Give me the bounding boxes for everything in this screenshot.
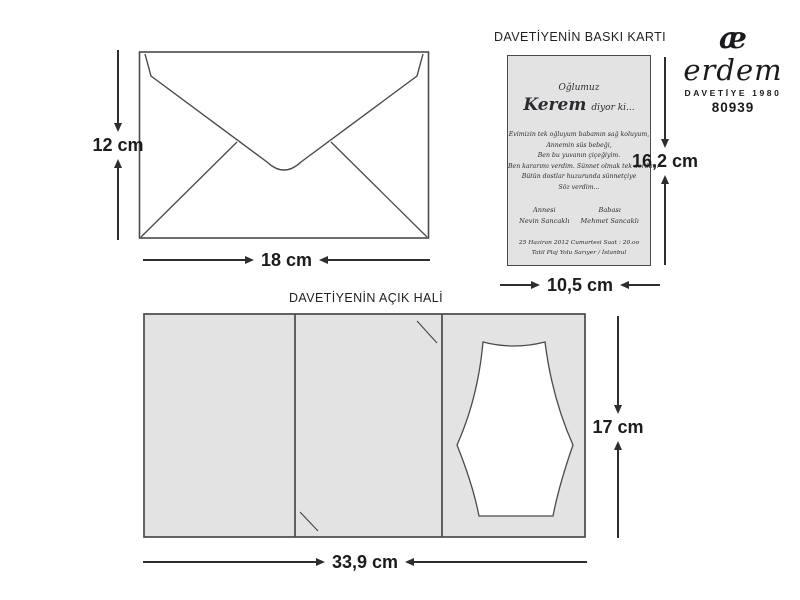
envelope-height-dimension [86, 50, 150, 240]
dimension-line [143, 561, 316, 563]
arrow-left-icon [620, 281, 629, 289]
dimension-line [629, 284, 660, 286]
open-layout-height-dimension [586, 316, 650, 538]
arrow-right-icon [531, 281, 540, 289]
arrow-down-icon [114, 123, 122, 132]
invitation-card-drawing [507, 55, 659, 266]
dimension-line [414, 561, 587, 563]
envelope-drawing [138, 50, 430, 240]
arrow-left-icon [319, 256, 328, 264]
poem-line: Söz verdim... [558, 183, 600, 191]
father-label: Babası [598, 206, 621, 215]
dimension-line [117, 50, 119, 123]
card-footer [508, 238, 650, 259]
brand-block [683, 21, 783, 115]
arrow-right-icon [316, 558, 325, 566]
poem-line: Ben kararımı verdim. Sünnet olmak tek derdim. [508, 162, 659, 170]
arrow-left-icon [405, 558, 414, 566]
poem-line: Evimizin tek oğluyum babamın sağ koluyum, [508, 131, 650, 138]
open-layout-section-title: DAVETİYENİN AÇIK HALİ [288, 291, 444, 305]
arrow-up-icon [661, 175, 669, 184]
card-parents [508, 205, 650, 227]
card-name-row [508, 95, 650, 115]
arrow-down-icon [661, 139, 669, 148]
card-intro: Oğlumuz [558, 83, 600, 93]
arrow-down-icon [614, 405, 622, 414]
mother-label: Annesi [532, 206, 556, 215]
dimension-line [500, 284, 531, 286]
brand-monogram-icon: æ [719, 21, 747, 56]
brand-tagline: DAVETİYE 1980 [684, 88, 782, 98]
poem-line: Bütün dostlar huzurunda sünnetçiye [521, 173, 637, 181]
open-layout-height-label: 17 cm [592, 416, 644, 437]
envelope-width-label: 18 cm [260, 249, 313, 270]
envelope-width-dimension [143, 246, 430, 274]
dimension-line [328, 259, 430, 261]
father-name: Mehmet Sancaklı [580, 217, 639, 226]
mother-block [519, 205, 569, 227]
open-layout-width-dimension [143, 548, 587, 576]
product-code: 80939 [711, 100, 755, 115]
open-invitation-drawing [143, 313, 587, 539]
father-block [581, 205, 639, 227]
arrow-right-icon [245, 256, 254, 264]
dimension-line [143, 259, 245, 261]
dimension-line [664, 184, 666, 266]
print-card-section-title: DAVETİYENİN BASKI KARTI [494, 30, 666, 44]
poem-line: Annemin süs bebeği, [546, 141, 612, 149]
print-card-height-label: 16,2 cm [631, 150, 699, 171]
card-child-name: Kerem [523, 95, 587, 115]
dimension-line [617, 316, 619, 405]
dimension-line [664, 57, 666, 139]
card-name-suffix: diyor ki... [591, 103, 635, 113]
arrow-up-icon [614, 441, 622, 450]
card-poem [508, 130, 659, 193]
dimension-line [617, 450, 619, 539]
print-card-width-label: 10,5 cm [546, 274, 614, 295]
card-venue-line: Tatil Plaj Yolu Sarıyer / İstanbul [531, 250, 627, 257]
card-date-line: 25 Haziran 2012 Cumartesi Saat : 20.oo [518, 239, 640, 246]
arrow-up-icon [114, 159, 122, 168]
open-layout-width-label: 33,9 cm [331, 551, 399, 572]
mother-name: Nevin Sancaklı [519, 217, 570, 226]
brand-name: erdem [683, 53, 783, 87]
dimension-line [117, 168, 119, 241]
envelope-height-label: 12 cm [92, 134, 144, 155]
poem-line: Ben bu yuvanın çiçeğiyim. [537, 152, 621, 160]
